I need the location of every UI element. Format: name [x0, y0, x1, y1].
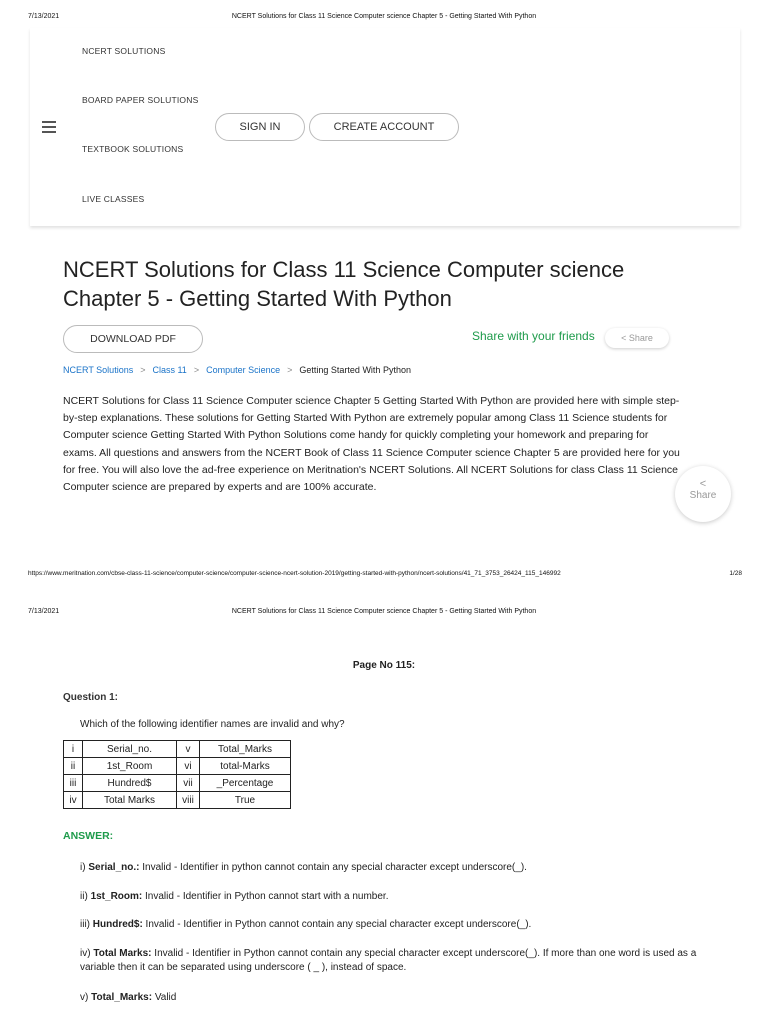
- answer-prefix: iv): [80, 948, 94, 959]
- share-with-friends-text: Share with your friends: [472, 329, 595, 343]
- answer-prefix: i): [80, 862, 89, 873]
- share-button[interactable]: [605, 328, 669, 348]
- nav-link-board-paper-solutions[interactable]: BOARD PAPER SOLUTIONS: [82, 95, 199, 105]
- table-cell: v: [177, 741, 200, 758]
- page-number-heading: Page No 115:: [352, 660, 416, 671]
- table-row: [64, 758, 291, 775]
- answer-prefix: ii): [80, 891, 91, 902]
- sign-in-button[interactable]: SIGN IN: [215, 113, 305, 141]
- table-cell: Serial_no.: [83, 741, 177, 758]
- table-cell: iii: [64, 775, 83, 792]
- answer-term: Serial_no.:: [88, 862, 140, 873]
- breadcrumb-current: Getting Started With Python: [299, 365, 411, 375]
- answer-item: [80, 861, 712, 875]
- answer-item: [80, 991, 712, 1005]
- table-cell: Total_Marks: [200, 741, 291, 758]
- share-icon: <: [699, 478, 707, 490]
- print-title: NCERT Solutions for Class 11 Science Computer science Chapter 5 - Getting Started With Python: [231, 13, 537, 20]
- answer-item: [80, 947, 712, 975]
- table-cell: viii: [177, 792, 200, 809]
- answer-prefix: iii): [80, 919, 93, 930]
- print-title: NCERT Solutions for Class 11 Science Computer science Chapter 5 - Getting Started With Python: [231, 608, 537, 615]
- breadcrumb-class-11[interactable]: Class 11: [152, 365, 187, 375]
- identifier-table: [63, 740, 291, 809]
- hamburger-menu-icon[interactable]: [42, 121, 56, 136]
- table-row: [64, 792, 291, 809]
- print-date: 7/13/2021: [28, 13, 60, 20]
- create-account-button[interactable]: CREATE ACCOUNT: [309, 113, 459, 141]
- intro-paragraph: NCERT Solutions for Class 11 Science Computer science Chapter 5 Getting Started With Python are provided here with simple step-by-step explanations. These solutions for Getting Started With Python are extremely popular among Class 11 Science students for Computer science Getting Started With Python Solutions come handy for quickly completing your homework and preparing for exams. All questions and answers from the NCERT Book of Class 11 Science Computer science Chapter 5 are provided here for you for free. You will also love the ad-free experience on Meritnation's NCERT Solutions. All NCERT Solutions for class Class 11 Science Computer science are prepared by experts and are 100% accurate.: [63, 395, 680, 494]
- floating-share-button[interactable]: [675, 466, 731, 522]
- breadcrumb-computer-science[interactable]: Computer Science: [206, 365, 281, 375]
- question-text: Which of the following identifier names are invalid and why?: [80, 719, 345, 730]
- answer-text: Invalid - Identifier in python cannot contain any special character except underscore(_).: [139, 862, 527, 873]
- nav-link-live-classes[interactable]: LIVE CLASSES: [82, 194, 145, 204]
- table-cell: Hundred$: [83, 775, 177, 792]
- table-cell: 1st_Room: [83, 758, 177, 775]
- nav-link-textbook-solutions[interactable]: TEXTBOOK SOLUTIONS: [82, 144, 184, 154]
- answer-term: Hundred$:: [92, 919, 143, 930]
- table-cell: total-Marks: [200, 758, 291, 775]
- table-cell: _Percentage: [200, 775, 291, 792]
- share-button-label: Share: [628, 333, 653, 343]
- floating-share-label: Share: [689, 490, 717, 501]
- table-cell: ii: [64, 758, 83, 775]
- answer-prefix: v): [80, 992, 92, 1003]
- answer-text: Valid: [152, 992, 177, 1003]
- table-cell: Total Marks: [83, 792, 177, 809]
- chevron-right-icon: >: [140, 365, 146, 375]
- answer-text: Invalid - Identifier in Python cannot start with a number.: [142, 891, 389, 902]
- answer-term: Total_Marks:: [91, 992, 153, 1003]
- question-label: Question 1:: [63, 692, 119, 703]
- chevron-right-icon: >: [287, 365, 293, 375]
- answer-term: Total Marks:: [93, 948, 152, 959]
- table-row: [64, 775, 291, 792]
- site-navbar: [30, 28, 740, 226]
- answer-text: Invalid - Identifier in Python cannot contain any special character except underscore(_).: [142, 919, 532, 930]
- table-cell: vi: [177, 758, 200, 775]
- breadcrumb-ncert-solutions[interactable]: NCERT Solutions: [63, 365, 134, 375]
- print-page-number: 1/28: [729, 570, 742, 577]
- print-date: 7/13/2021: [28, 608, 60, 615]
- answer-item: [80, 890, 712, 904]
- chevron-right-icon: >: [193, 365, 200, 375]
- nav-link-ncert-solutions[interactable]: NCERT SOLUTIONS: [82, 46, 166, 56]
- page-title: NCERT Solutions for Class 11 Science Computer science Chapter 5 - Getting Started With Python: [63, 257, 625, 311]
- breadcrumb: [63, 365, 411, 375]
- table-cell: vii: [177, 775, 200, 792]
- answer-text: Invalid - Identifier in Python cannot contain any special character except underscore(_). If more than one word is used as a variable then it can be separated using underscore ( _ ), instead of space.: [80, 948, 697, 973]
- answer-label: ANSWER:: [63, 830, 114, 842]
- answer-term: 1st_Room:: [90, 891, 143, 902]
- table-cell: iv: [64, 792, 83, 809]
- answer-item: [80, 918, 712, 932]
- table-cell: True: [200, 792, 291, 809]
- print-url: https://www.meritnation.com/cbse-class-11-science/computer-science/computer-science-ncert-solution-2019/getting-started-with-python/ncert-solutions/41_71_3753_26424_115_146992: [28, 570, 561, 577]
- table-row: [64, 741, 291, 758]
- table-cell: i: [64, 741, 83, 758]
- download-pdf-button[interactable]: DOWNLOAD PDF: [63, 325, 203, 353]
- share-icon: <: [621, 333, 627, 343]
